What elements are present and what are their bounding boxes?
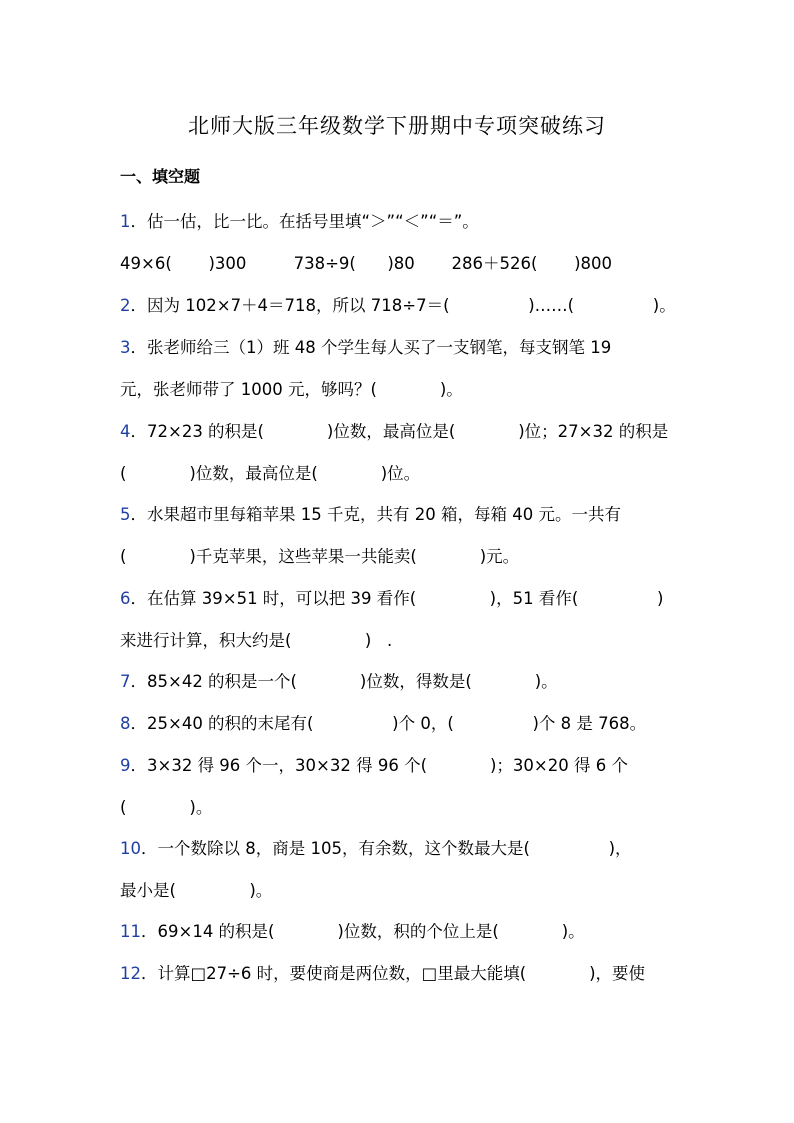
- question-text: ．张老师给三（1）班 48 个学生每人买了一支钢笔，每支钢笔 19: [130, 338, 612, 357]
- question-text: ．25×40 的积的末尾有( )个 0，( )个 8 是 768。: [130, 714, 647, 733]
- question-number: 2: [120, 296, 131, 315]
- question-line: [120, 460, 420, 484]
- question-line: [120, 418, 668, 442]
- question-line: [120, 376, 463, 400]
- question-text: ．估一估，比一比。在括号里填“＞”“＜”“＝”。: [130, 212, 479, 231]
- question-line: [120, 292, 676, 316]
- question-text: ( )千克苹果，这些苹果一共能卖( )元。: [120, 547, 520, 566]
- question-number: 4: [120, 422, 131, 441]
- question-text: ．69×14 的积是( )位数，积的个位上是( )。: [141, 922, 585, 941]
- question-line: [120, 710, 646, 734]
- question-number: 8: [120, 714, 131, 733]
- question-text: 元，张老师带了 1000 元，够吗？( )。: [120, 380, 463, 399]
- question-line: [120, 250, 612, 274]
- question-text: ．85×42 的积是一个( )位数，得数是( )。: [130, 672, 558, 691]
- question-line: [120, 918, 585, 942]
- question-number: 3: [120, 338, 131, 357]
- question-text: ( )位数，最高位是( )位。: [120, 464, 421, 483]
- question-text: ( )。: [120, 798, 213, 817]
- question-text: ．因为 102×7＋4＝718，所以 718÷7＝( )……( )。: [130, 296, 676, 315]
- question-line: [120, 877, 272, 901]
- question-line: [120, 752, 628, 776]
- question-text: 来进行计算，积大约是( ) .: [120, 631, 393, 650]
- question-text: ．3×32 得 96 个一，30×32 得 96 个( )；30×20 得 6 个: [130, 756, 628, 775]
- question-line: [120, 960, 645, 984]
- question-line: [120, 334, 611, 358]
- question-text: ．一个数除以 8，商是 105，有余数，这个数最大是( )，: [141, 839, 632, 858]
- question-line: [120, 543, 519, 567]
- question-text: ．水果超市里每箱苹果 15 千克，共有 20 箱，每箱 40 元。一共有: [130, 505, 621, 524]
- question-line: [120, 627, 392, 651]
- question-number: 7: [120, 672, 131, 691]
- page-title: 北师大版三年级数学下册期中专项突破练习: [188, 114, 606, 138]
- question-number: 1: [120, 212, 131, 231]
- question-number: 10: [120, 839, 141, 858]
- question-number: 9: [120, 756, 131, 775]
- question-line: [120, 501, 621, 525]
- question-line: [120, 794, 212, 818]
- question-text: 49×6( )300 738÷9( )80 286＋526( )800: [120, 254, 613, 273]
- question-number: 11: [120, 922, 141, 941]
- question-text: ．72×23 的积是( )位数，最高位是( )位；27×32 的积是: [130, 422, 669, 441]
- question-line: [120, 208, 479, 232]
- question-number: 12: [120, 964, 141, 983]
- question-line: [120, 835, 632, 859]
- question-number: 5: [120, 505, 131, 524]
- question-number: 6: [120, 589, 131, 608]
- question-text: ．在估算 39×51 时，可以把 39 看作( )，51 看作( ): [130, 589, 664, 608]
- question-line: [120, 585, 663, 609]
- question-text: ．计算□27÷6 时，要使商是两位数，□里最大能填( )，要使: [141, 964, 646, 983]
- section-heading: 一、填空题: [120, 167, 201, 186]
- question-line: [120, 668, 558, 692]
- question-text: 最小是( )。: [120, 881, 273, 900]
